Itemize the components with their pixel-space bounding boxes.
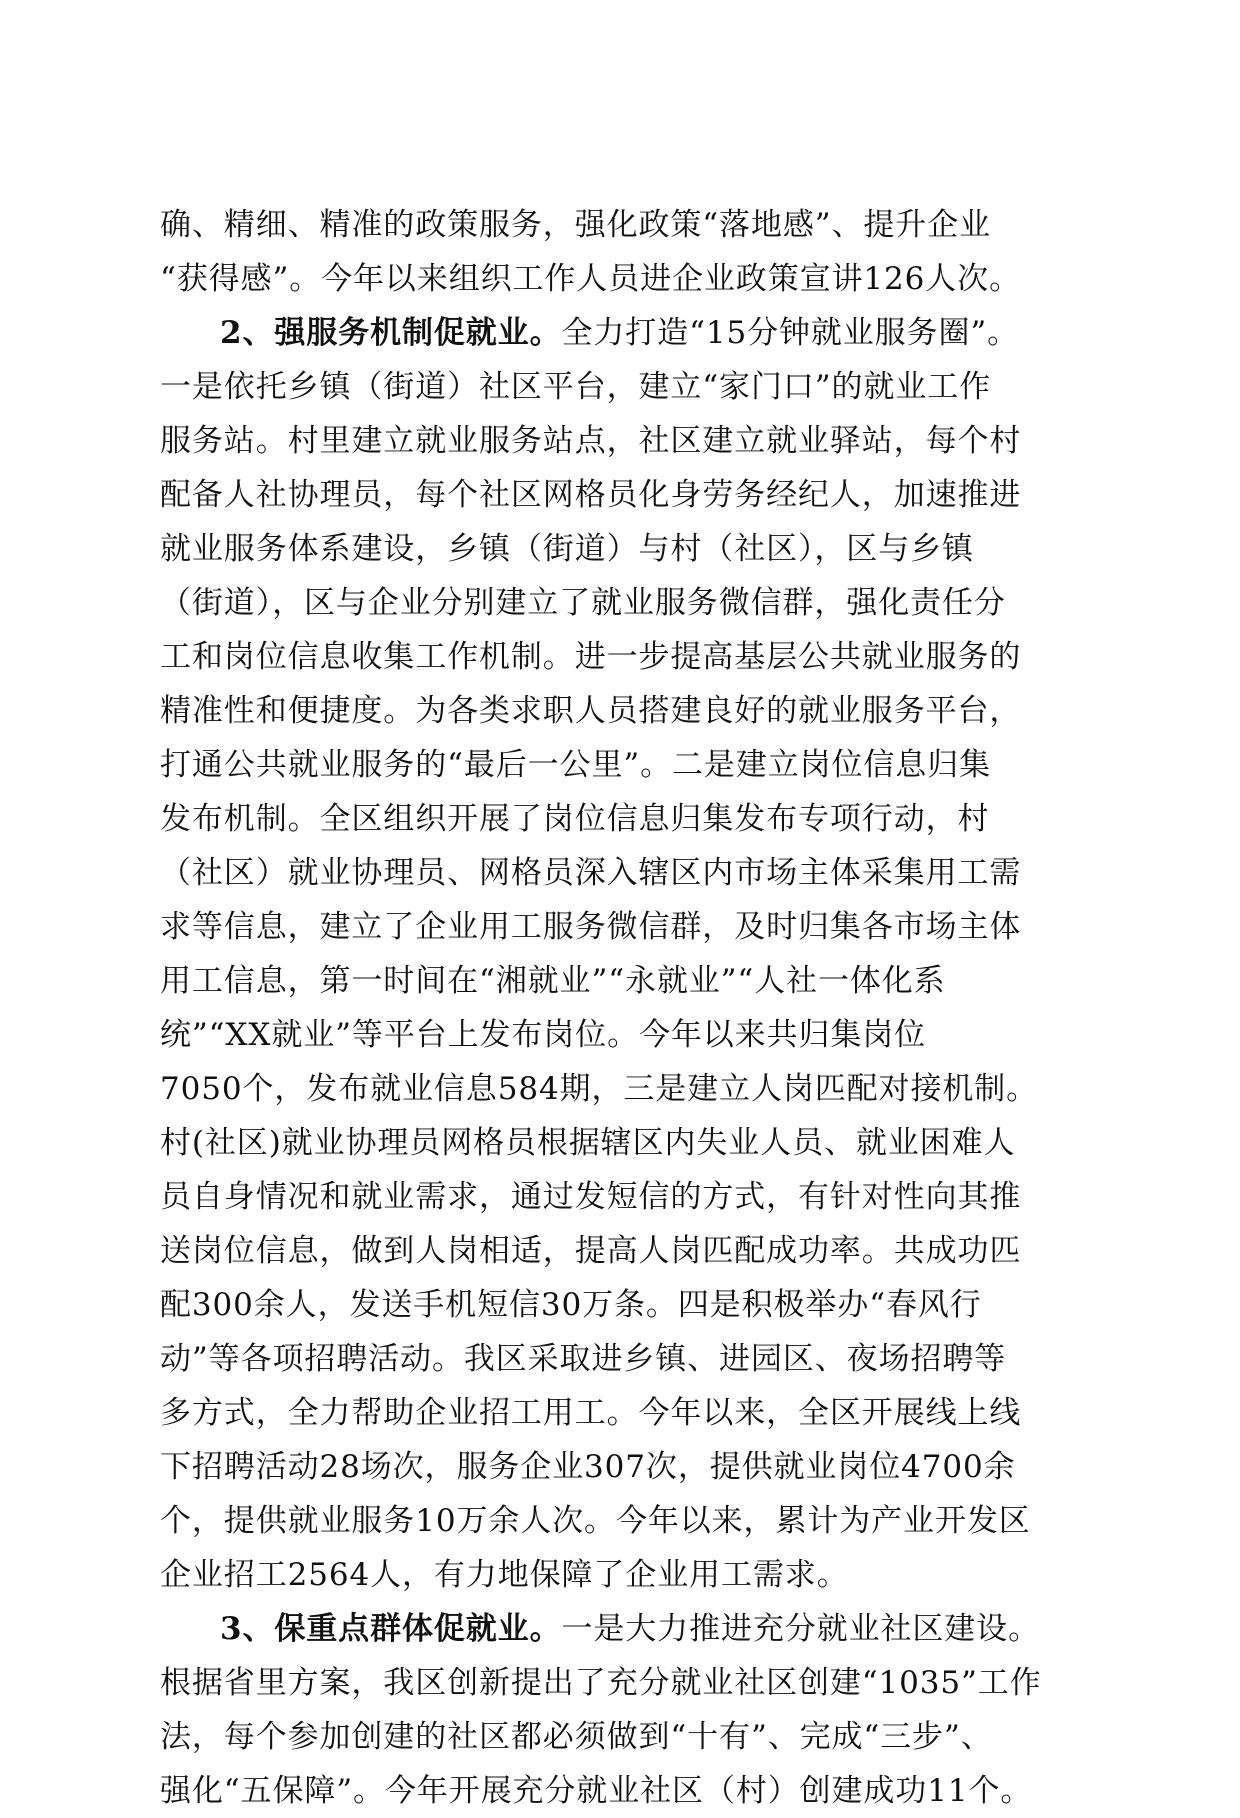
text-line: 一是依托乡镇（街道）社区平台，建立“家门口”的就业工作 [160,369,991,405]
text-line: 根据省里方案，我区创新提出了充分就业社区创建“1035”工作 [160,1665,1042,1701]
text-line: 发布机制。全区组织开展了岗位信息归集发布专项行动，村 [160,801,990,837]
text-line: 送岗位信息，做到人岗相适，提高人岗匹配成功率。共成功匹 [160,1233,1022,1269]
text-line: 确、精细、精准的政策服务，强化政策“落地感”、提升企业 [160,207,991,243]
text-line: 7050个，发布就业信息584期，三是建立人岗匹配对接机制。 [160,1071,1039,1107]
section-heading: 2、强服务机制促就业。 [220,315,562,351]
text-line: 求等信息，建立了企业用工服务微信群，及时归集各市场主体 [160,909,1022,945]
text-line: 员自身情况和就业需求，通过发短信的方式，有针对性向其推 [160,1179,1022,1215]
text-line: 企业招工2564人，有力地保障了企业用工需求。 [160,1557,849,1593]
text-line: 服务站。村里建立就业服务站点，社区建立就业驿站，每个村 [160,423,1022,459]
text-line: 个，提供就业服务10万余人次。今年以来，累计为产业开发区 [160,1503,1031,1539]
text-line: 一是大力推进充分就业社区建设。 [561,1611,1040,1647]
text-line: 统”“XX就业”等平台上发布岗位。今年以来共归集岗位 [160,1017,927,1053]
text-line: （社区）就业协理员、网格员深入辖区内市场主体采集用工需 [160,855,1022,891]
text-line: “获得感”。今年以来组织工作人员进企业政策宣讲126人次。 [160,261,1021,297]
text-line: 村(社区)就业协理员网格员根据辖区内失业人员、就业困难人 [160,1125,1016,1161]
text-line: 精准性和便捷度。为各类求职人员搭建良好的就业服务平台， [160,693,1022,729]
section-heading: 3、保重点群体促就业。 [220,1611,562,1647]
text-line: （街道），区与企业分别建立了就业服务微信群，强化责任分 [160,585,1006,621]
paragraph-start-line [160,306,1090,360]
text-line: 工和岗位信息收集工作机制。进一步提高基层公共就业服务的 [160,639,1022,675]
text-line: 全力打造“15分钟就业服务圈”。 [561,315,1020,351]
body-text [160,198,1090,1818]
text-line: 配300余人，发送手机短信30万条。四是积极举办“春风行 [160,1287,982,1323]
text-line: 下招聘活动28场次，服务企业307次，提供就业岗位4700余 [160,1449,1016,1485]
text-line: 配备人社协理员，每个社区网格员化身劳务经纪人，加速推进 [160,477,1022,513]
text-line: 多方式，全力帮助企业招工用工。今年以来，全区开展线上线 [160,1395,1022,1431]
text-line: 强化“五保障”。今年开展充分就业社区（村）创建成功11个。 [160,1773,1033,1809]
paragraph-start-line [160,1602,1090,1656]
text-line: 用工信息，第一时间在“湘就业”“永就业”“人社一体化系 [160,963,946,999]
text-line: 打通公共就业服务的“最后一公里”。二是建立岗位信息归集 [160,747,991,783]
text-line: 动”等各项招聘活动。我区采取进乡镇、进园区、夜场招聘等 [160,1341,1007,1377]
text-line: 法，每个参加创建的社区都必须做到“十有”、完成“三步”、 [160,1719,993,1755]
text-line: 就业服务体系建设，乡镇（街道）与村（社区），区与乡镇 [160,531,974,567]
